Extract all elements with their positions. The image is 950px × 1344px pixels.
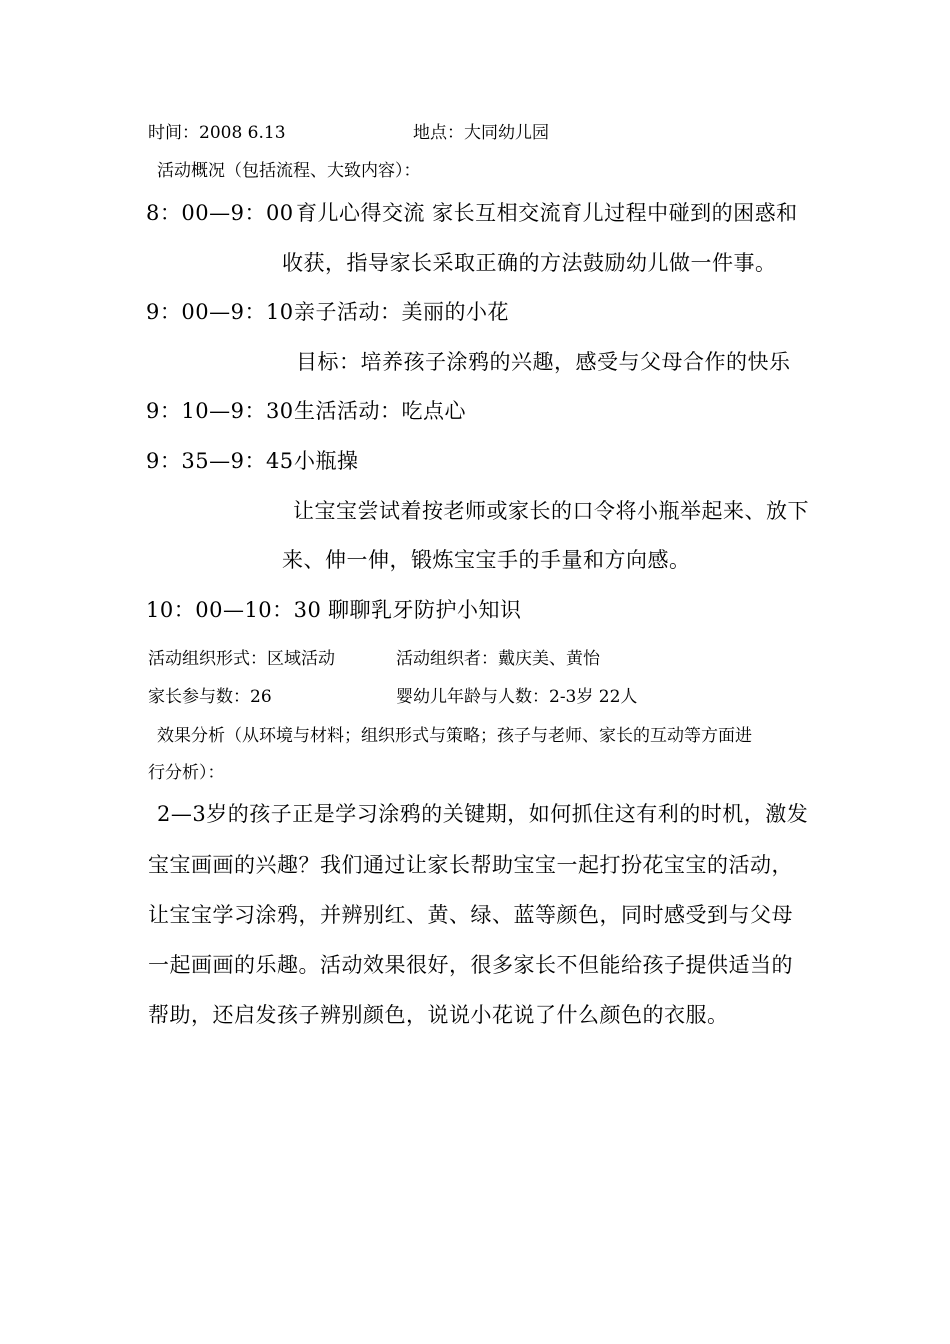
schedule-detail: 让宝宝尝试着按老师或家长的口令将小瓶举起来、放下 xyxy=(293,499,809,523)
schedule-time: 9：35—9：45 xyxy=(146,449,294,473)
schedule-title: 亲子活动：美丽的小花 xyxy=(294,300,509,324)
schedule-title: 聊聊乳牙防护小知识 xyxy=(328,598,522,622)
schedule-continuation: 收获，指导家长采取正确的方法鼓励幼儿做一件事。 xyxy=(282,251,777,275)
schedule-time: 10：00—10：30 xyxy=(146,598,322,622)
schedule-time: 9：10—9：30 xyxy=(146,399,294,423)
schedule-title: 生活活动：吃点心 xyxy=(294,399,466,423)
analysis-heading: 效果分析（从环境与材料；组织形式与策略；孩子与老师、家长的互动等方面进 xyxy=(157,726,752,746)
schedule-title: 育儿心得交流 家长互相交流育儿过程中碰到的困惑和 xyxy=(296,201,798,225)
children-info: 婴幼儿年龄与人数：2-3岁 22人 xyxy=(396,687,638,707)
analysis-heading-continuation: 行分析）： xyxy=(148,763,225,783)
overview-heading: 活动概况（包括流程、大致内容）： xyxy=(157,161,421,181)
location-label: 地点：大同幼儿园 xyxy=(413,123,549,143)
analysis-paragraph-line: 一起画画的乐趣。活动效果很好，很多家长不但能给孩子提供适当的 xyxy=(148,953,793,977)
parents-count: 家长参与数：26 xyxy=(148,687,272,707)
schedule-time: 9：00—9：10 xyxy=(146,300,294,324)
organization-form: 活动组织形式：区域活动 xyxy=(148,649,335,669)
schedule-time: 8：00—9：00 xyxy=(146,201,294,225)
time-label: 时间：2008 6.13 xyxy=(148,123,286,143)
analysis-paragraph-line: 让宝宝学习涂鸦，并辨别红、黄、绿、蓝等颜色，同时感受到与父母 xyxy=(148,903,793,927)
organization-organizers: 活动组织者：戴庆美、黄怡 xyxy=(396,649,600,669)
schedule-title: 小瓶操 xyxy=(294,449,359,473)
schedule-detail: 来、伸一伸，锻炼宝宝手的手量和方向感。 xyxy=(282,548,691,572)
analysis-paragraph-line: 宝宝画画的兴趣？我们通过让家长帮助宝宝一起打扮花宝宝的活动， xyxy=(148,853,793,877)
schedule-detail: 目标：培养孩子涂鸦的兴趣，感受与父母合作的快乐 xyxy=(296,350,791,374)
analysis-paragraph-line: 2—3岁的孩子正是学习涂鸦的关键期，如何抓住这有利的时机，激发 xyxy=(157,802,809,826)
analysis-paragraph-line: 帮助，还启发孩子辨别颜色，说说小花说了什么颜色的衣服。 xyxy=(148,1003,729,1027)
